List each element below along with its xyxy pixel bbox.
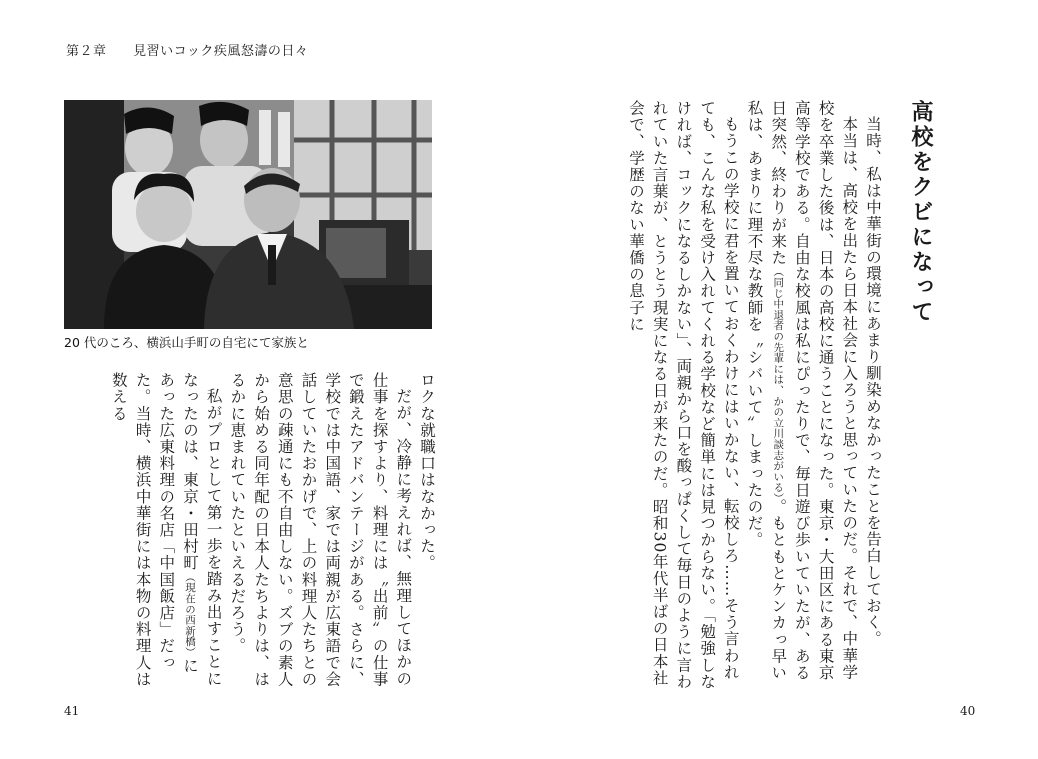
paragraph: もうこの学校に君を置いておくわけにはいかない、転校しろ……そう言われても、こんな私を受け入れてくれる学校など簡単には見つからない。「勉強しなければ、コックになるしかない」、両親から口を酸っぱくして毎日のように言われていた言葉が、とうとう現実になる日が来たのだ。昭和30年代半ばの日本社会で、学歴のない華僑の息子に [626, 100, 740, 690]
paragraph [742, 100, 861, 690]
paragraph-text: にあった広東料理の名店「中国飯店」だった。当時、横浜中華街には本物の料理人は数える [109, 372, 199, 688]
photo-caption: 20 代のころ、横浜山手町の自宅にて家族と [64, 335, 309, 350]
right-page-body [596, 100, 936, 690]
right-page-text [623, 100, 884, 690]
paragraph: だが、冷静に考えれば、無理してほかの仕事を探すより、料理には〝出前〟の仕事で鍛えたアドバンテージがある。さらに、学校では中国語、家では両親が広東語で会話していたおかげで、上の料理人たちとの意思の疎通にも不自由しない。ズブの素人から始める同年配の日本人たちよりは、はるかに恵まれていたといえるだろう。 [228, 372, 413, 688]
left-page-body [62, 372, 438, 690]
aside-note: （同じ中退者の先輩には、かの立川談志がいる） [772, 266, 785, 499]
chapter-label: 第２章 [66, 44, 107, 59]
paragraph-text: 本当は、高校を出たら日本社会に入ろうと思っていたのだ。それで、中華学校を卒業した後は、日本の高校に通うことになった。東京・大田区にある東京高等学校である。自由な校風は私にぴったりで、毎日遊び歩いていたが、ある日突然、終わりが来た [769, 100, 859, 681]
family-photo [64, 100, 432, 329]
paragraph: ロクな就職口はなかった。 [418, 372, 436, 572]
aside-note: （現在の西新橋） [183, 571, 196, 658]
running-header [66, 40, 308, 59]
paragraph-text: 私がプロとして第一歩を踏み出すことになったのは、東京・田村町 [180, 372, 223, 687]
chapter-title: 見習いコック疾風怒濤の日々 [133, 44, 309, 59]
left-page-text [106, 372, 438, 690]
paragraph [106, 372, 225, 690]
section-heading: 高校をクビになって [908, 100, 933, 325]
paragraph: 当時、私は中華街の環境にあまり馴染めなかったことを告白しておく。 [864, 115, 882, 647]
page-number-right: 40 [960, 704, 976, 718]
paragraph-text: 。もともとケンカっ早い私は、あまりに理不尽な教師を〝シバいて〟しまったのだ。 [745, 100, 788, 681]
page-number-left: 41 [64, 704, 80, 718]
